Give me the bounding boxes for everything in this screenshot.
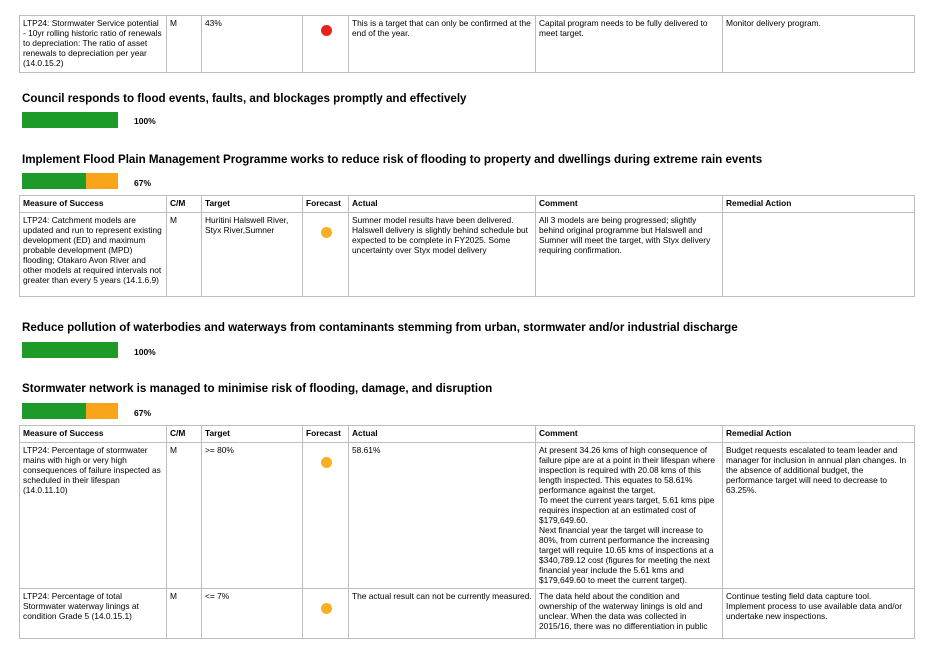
progress-bar (22, 112, 118, 128)
target-cell: >= 80% (202, 443, 303, 589)
progress-fill-green (22, 342, 118, 358)
cm-cell: M (167, 443, 202, 589)
comment-cell: All 3 models are being progressed; slightly behind original programme but Halswell and Sumner will meet the target, with Styx delivery requiring confirmation. (536, 213, 723, 297)
measure-cell: LTP24: Percentage of stormwater mains with high or very high consequences of failure inspected as scheduled in their lifespan (14.0.11.10) (20, 443, 167, 589)
section-heading: Council responds to flood events, faults, and blockages promptly and effectively (22, 92, 467, 105)
comment-cell: At present 34.26 kms of high consequence of failure pipe are at a point in their lifespan where inspection is required with 20.08 kms of this length inspected. This equates to 58.61% performance against the target. To meet the current years target, 5.61 kms pipe requires inspection at an estimated cost of $179,649.60. Next financial year the target will increase to 80%, from current performance the increasing target will require 10.65 kms of inspections at a $340,789.12 cost (figures for meeting the next financial year include the 5.61 kms and $179,649.60 to meet the current target). (536, 443, 723, 589)
forecast-cell (303, 213, 349, 297)
section-heading: Implement Flood Plain Management Programme works to reduce risk of flooding to property and dwellings during extreme rain events (22, 153, 763, 166)
status-amber-icon (321, 457, 332, 468)
progress-fill-amber (86, 173, 118, 189)
cm-cell: M (167, 589, 202, 639)
remedial-cell: Monitor delivery program. (723, 16, 915, 73)
forecast-cell (303, 443, 349, 589)
target-cell: <= 7% (202, 589, 303, 639)
comment-cell: Capital program needs to be fully delivered to meet target. (536, 16, 723, 73)
actual-cell: This is a target that can only be confirmed at the end of the year. (349, 16, 536, 73)
cm-cell: M (167, 16, 202, 73)
progress-fill-green (22, 112, 118, 128)
col-header: Remedial Action (723, 196, 915, 213)
measure-cell: LTP24: Stormwater Service potential - 10yr rolling historic ratio of renewals to depreciation: The ratio of asset renewals to depreciation per year (14.0.15.2) (20, 16, 167, 73)
col-header: Forecast (303, 426, 349, 443)
progress-fill-green (22, 173, 86, 189)
col-header: Target (202, 426, 303, 443)
status-red-icon (321, 25, 332, 36)
progress-bar (22, 173, 118, 189)
progress-bar (22, 342, 118, 358)
target-cell: Huritini Halswell River, Styx River,Sumner (202, 213, 303, 297)
col-header: Measure of Success (20, 196, 167, 213)
table-row (20, 213, 915, 297)
measure-cell: LTP24: Catchment models are updated and run to represent existing development (ED) and maximum probable development (MPD) flooding; Otakaro Avon River and other models at required intervals not greater than every 5 years (14.1.6.9) (20, 213, 167, 297)
comment-cell: The data held about the condition and ownership of the waterway linings is old and unclear. When the data was collected in 2015/16, there was no differentiation in public (536, 589, 723, 639)
measures-table-2 (19, 195, 915, 297)
col-header: Measure of Success (20, 426, 167, 443)
status-amber-icon (321, 227, 332, 238)
target-cell: 43% (202, 16, 303, 73)
col-header: C/M (167, 426, 202, 443)
table-row (20, 16, 915, 73)
col-header: Remedial Action (723, 426, 915, 443)
table-row (20, 443, 915, 589)
col-header: Comment (536, 196, 723, 213)
col-header: Actual (349, 426, 536, 443)
remedial-cell (723, 213, 915, 297)
progress-fill-green (22, 403, 86, 419)
col-header: Comment (536, 426, 723, 443)
remedial-cell: Continue testing field data capture tool. Implement process to use available data and/or undertake new inspections. (723, 589, 915, 639)
progress-percent: 100% (134, 116, 156, 126)
section-heading: Stormwater network is managed to minimise risk of flooding, damage, and disruption (22, 382, 493, 395)
cm-cell: M (167, 213, 202, 297)
actual-cell: The actual result can not be currently measured. (349, 589, 536, 639)
col-header: Actual (349, 196, 536, 213)
remedial-cell: Budget requests escalated to team leader and manager for inclusion in annual plan changes. In the absence of additional budget, the performance target will need to decrease to 63.25%. (723, 443, 915, 589)
measures-table-1 (19, 15, 915, 73)
col-header: C/M (167, 196, 202, 213)
progress-bar (22, 403, 118, 419)
progress-percent: 67% (134, 178, 152, 188)
table-header-row (20, 426, 915, 443)
forecast-cell (303, 16, 349, 73)
progress-percent: 67% (134, 408, 152, 418)
forecast-cell (303, 589, 349, 639)
table-row (20, 589, 915, 639)
col-header: Forecast (303, 196, 349, 213)
status-amber-icon (321, 603, 332, 614)
table-header-row (20, 196, 915, 213)
measures-table-3 (19, 425, 915, 639)
progress-percent: 100% (134, 347, 156, 357)
col-header: Target (202, 196, 303, 213)
actual-cell: Sumner model results have been delivered. Halswell delivery is slightly behind schedule but expected to be complete in FY2025. Some uncertainty over Styx model delivery (349, 213, 536, 297)
section-heading: Reduce pollution of waterbodies and waterways from contaminants stemming from urban, stormwater and/or industrial discharge (22, 321, 738, 334)
measure-cell: LTP24: Percentage of total Stormwater waterway linings at condition Grade 5 (14.0.15.1) (20, 589, 167, 639)
actual-cell: 58.61% (349, 443, 536, 589)
progress-fill-amber (86, 403, 118, 419)
